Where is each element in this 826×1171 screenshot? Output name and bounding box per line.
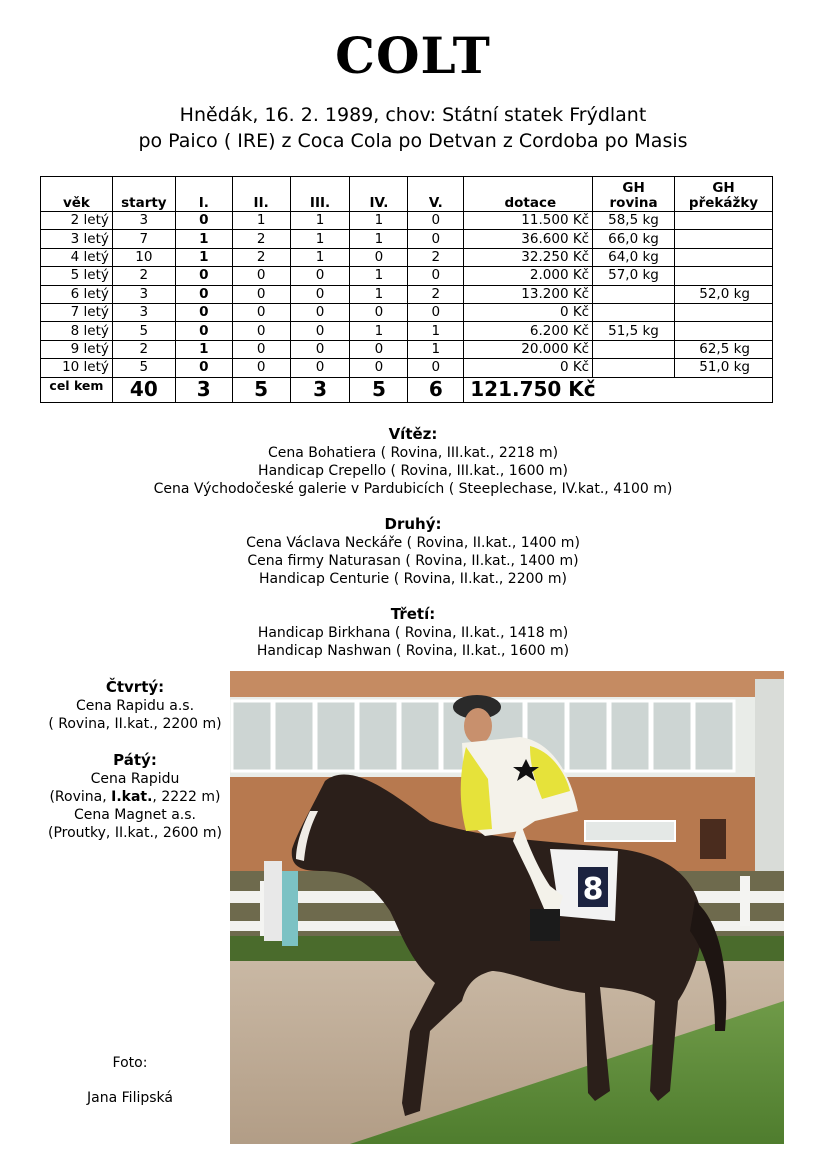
cell-gh-jump <box>675 267 773 285</box>
header-gh-jump-line2: překážky <box>688 195 759 211</box>
cell-place-3: 0 <box>290 303 350 321</box>
cell-starts: 2 <box>112 267 175 285</box>
cell-prize: 6.200 Kč <box>464 322 593 340</box>
total-place-3: 3 <box>290 377 350 402</box>
cell-gh-flat <box>593 285 675 303</box>
cell-gh-flat <box>593 340 675 358</box>
total-prize: 121.750 Kč <box>464 377 773 402</box>
cell-age: 7 letý <box>41 303 113 321</box>
fifth-heading: Pátý: <box>113 751 157 769</box>
header-gh-flat-line2: rovina <box>609 195 658 211</box>
winner-race: Cena Východočeské galerie v Pardubicích ( Steeplechase, IV.kat., 4100 m) <box>153 481 673 497</box>
cell-gh-flat: 57,0 kg <box>593 267 675 285</box>
header-age: věk <box>41 177 113 212</box>
cell-starts: 3 <box>112 212 175 230</box>
cell-age: 8 letý <box>41 322 113 340</box>
fifth-race-detail-2: (Proutky, II.kat., 2600 m) <box>48 825 222 841</box>
cell-starts: 3 <box>112 285 175 303</box>
cell-gh-jump <box>675 303 773 321</box>
second-race: Handicap Centurie ( Rovina, II.kat., 2200 m) <box>259 571 567 587</box>
cell-place-5: 0 <box>408 267 464 285</box>
cell-place-2: 0 <box>232 340 290 358</box>
cell-prize: 0 Kč <box>464 359 593 377</box>
cell-place-3: 0 <box>290 340 350 358</box>
cell-place-1: 0 <box>175 285 232 303</box>
horse-photo <box>230 671 784 1144</box>
cell-prize: 13.200 Kč <box>464 285 593 303</box>
cell-place-1: 0 <box>175 359 232 377</box>
foto-label: Foto: <box>112 1055 148 1071</box>
table-row <box>41 248 773 266</box>
cell-place-3: 1 <box>290 212 350 230</box>
cell-gh-jump: 52,0 kg <box>675 285 773 303</box>
cell-place-1: 0 <box>175 212 232 230</box>
cell-place-3: 0 <box>290 322 350 340</box>
cell-place-3: 0 <box>290 267 350 285</box>
cell-gh-jump <box>675 322 773 340</box>
cell-place-5: 0 <box>408 230 464 248</box>
cell-starts: 5 <box>112 322 175 340</box>
page-title: COLT <box>335 26 491 85</box>
fourth-race-name: Cena Rapidu a.s. <box>75 698 195 714</box>
third-race: Handicap Birkhana ( Rovina, II.kat., 1418 m) <box>257 625 569 641</box>
table-row <box>41 212 773 230</box>
cell-starts: 10 <box>112 248 175 266</box>
header-place-2: II. <box>232 177 290 212</box>
subtitle-birth-info: Hnědák, 16. 2. 1989, chov: Státní statek Frýdlant <box>179 104 647 126</box>
table-row <box>41 267 773 285</box>
cell-starts: 2 <box>112 340 175 358</box>
cell-place-1: 1 <box>175 340 232 358</box>
fifth-detail-category: I.kat. <box>111 789 153 805</box>
cell-age: 5 letý <box>41 267 113 285</box>
cell-place-2: 1 <box>232 212 290 230</box>
table-row <box>41 303 773 321</box>
cell-prize: 32.250 Kč <box>464 248 593 266</box>
photographer-name: Jana Filipská <box>87 1090 173 1106</box>
cell-age: 9 letý <box>41 340 113 358</box>
cell-starts: 5 <box>112 359 175 377</box>
cell-place-1: 0 <box>175 267 232 285</box>
cell-place-4: 1 <box>350 267 408 285</box>
cell-gh-flat <box>593 303 675 321</box>
fifth-section <box>40 750 230 842</box>
header-gh-jump-line1: GH <box>712 180 735 196</box>
cell-place-5: 1 <box>408 322 464 340</box>
fifth-detail-post: , 2222 m) <box>152 789 221 805</box>
cell-place-2: 0 <box>232 267 290 285</box>
cell-gh-jump <box>675 230 773 248</box>
cell-place-2: 0 <box>232 322 290 340</box>
fourth-section <box>40 677 230 733</box>
cell-age: 3 letý <box>41 230 113 248</box>
cell-age: 10 letý <box>41 359 113 377</box>
cell-gh-jump: 51,0 kg <box>675 359 773 377</box>
table-row <box>41 359 773 377</box>
second-race: Cena firmy Naturasan ( Rovina, II.kat., 1400 m) <box>247 553 579 569</box>
cell-place-2: 0 <box>232 359 290 377</box>
cell-place-2: 0 <box>232 285 290 303</box>
cell-place-5: 0 <box>408 303 464 321</box>
cell-place-4: 1 <box>350 212 408 230</box>
fourth-heading: Čtvrtý: <box>105 678 165 696</box>
total-label: cel kem <box>41 377 113 402</box>
cell-place-1: 1 <box>175 230 232 248</box>
cell-place-5: 2 <box>408 248 464 266</box>
table-row <box>41 230 773 248</box>
fifth-race-detail <box>40 788 230 806</box>
second-section <box>0 514 826 588</box>
cell-place-5: 0 <box>408 212 464 230</box>
table-row <box>41 285 773 303</box>
cell-gh-flat: 51,5 kg <box>593 322 675 340</box>
fifth-race-name: Cena Rapidu <box>90 771 180 787</box>
cell-gh-flat: 58,5 kg <box>593 212 675 230</box>
cell-place-4: 0 <box>350 248 408 266</box>
cell-place-3: 0 <box>290 285 350 303</box>
winner-heading: Vítěz: <box>388 425 438 443</box>
table-row <box>41 322 773 340</box>
cell-place-4: 0 <box>350 303 408 321</box>
total-place-4: 5 <box>350 377 408 402</box>
header-place-4: IV. <box>350 177 408 212</box>
table-row <box>41 340 773 358</box>
third-section <box>0 604 826 660</box>
header-gh-jump <box>675 177 773 212</box>
header-gh-flat-line1: GH <box>622 180 645 196</box>
table-header-row <box>41 177 773 212</box>
cell-place-1: 0 <box>175 303 232 321</box>
subtitle-pedigree: po Paico ( IRE) z Coca Cola po Detvan z Cordoba po Masis <box>138 130 688 152</box>
total-starts: 40 <box>112 377 175 402</box>
cell-place-2: 2 <box>232 248 290 266</box>
cell-age: 4 letý <box>41 248 113 266</box>
header-starts: starty <box>112 177 175 212</box>
cell-place-1: 1 <box>175 248 232 266</box>
cell-age: 6 letý <box>41 285 113 303</box>
third-race: Handicap Nashwan ( Rovina, II.kat., 1600 m) <box>256 643 570 659</box>
fourth-race-detail: ( Rovina, II.kat., 2200 m) <box>48 716 222 732</box>
cell-place-5: 2 <box>408 285 464 303</box>
third-heading: Třetí: <box>390 605 436 623</box>
total-place-5: 6 <box>408 377 464 402</box>
cell-place-4: 1 <box>350 285 408 303</box>
fifth-detail-pre: (Rovina, <box>49 789 112 805</box>
cell-gh-jump <box>675 212 773 230</box>
header-place-3: III. <box>290 177 350 212</box>
total-place-2: 5 <box>232 377 290 402</box>
cell-place-2: 2 <box>232 230 290 248</box>
cell-gh-jump: 62,5 kg <box>675 340 773 358</box>
cell-age: 2 letý <box>41 212 113 230</box>
cell-prize: 2.000 Kč <box>464 267 593 285</box>
cell-place-2: 0 <box>232 303 290 321</box>
cell-place-3: 1 <box>290 248 350 266</box>
cell-gh-flat: 64,0 kg <box>593 248 675 266</box>
race-stats-table <box>40 176 773 403</box>
cell-gh-flat: 66,0 kg <box>593 230 675 248</box>
cell-place-5: 0 <box>408 359 464 377</box>
cell-place-5: 1 <box>408 340 464 358</box>
header-gh-flat <box>593 177 675 212</box>
header-place-5: V. <box>408 177 464 212</box>
second-heading: Druhý: <box>384 515 442 533</box>
cell-place-4: 0 <box>350 340 408 358</box>
saddle-number: 8 <box>582 872 604 907</box>
cell-starts: 7 <box>112 230 175 248</box>
cell-prize: 36.600 Kč <box>464 230 593 248</box>
cell-place-4: 1 <box>350 230 408 248</box>
cell-prize: 0 Kč <box>464 303 593 321</box>
cell-place-1: 0 <box>175 322 232 340</box>
total-place-1: 3 <box>175 377 232 402</box>
cell-place-3: 0 <box>290 359 350 377</box>
horse-photo-illustration <box>230 671 784 1144</box>
cell-prize: 11.500 Kč <box>464 212 593 230</box>
cell-place-3: 1 <box>290 230 350 248</box>
cell-gh-flat <box>593 359 675 377</box>
winner-race: Handicap Crepello ( Rovina, III.kat., 1600 m) <box>258 463 568 479</box>
cell-place-4: 1 <box>350 322 408 340</box>
fifth-race-name-2: Cena Magnet a.s. <box>73 807 197 823</box>
cell-gh-jump <box>675 248 773 266</box>
header-place-1: I. <box>175 177 232 212</box>
header-prize: dotace <box>464 177 593 212</box>
second-race: Cena Václava Neckáře ( Rovina, II.kat., 1400 m) <box>246 535 580 551</box>
table-total-row <box>41 377 773 402</box>
winner-section <box>0 424 826 498</box>
cell-place-4: 0 <box>350 359 408 377</box>
cell-prize: 20.000 Kč <box>464 340 593 358</box>
cell-starts: 3 <box>112 303 175 321</box>
winner-race: Cena Bohatiera ( Rovina, III.kat., 2218 m) <box>267 445 559 461</box>
